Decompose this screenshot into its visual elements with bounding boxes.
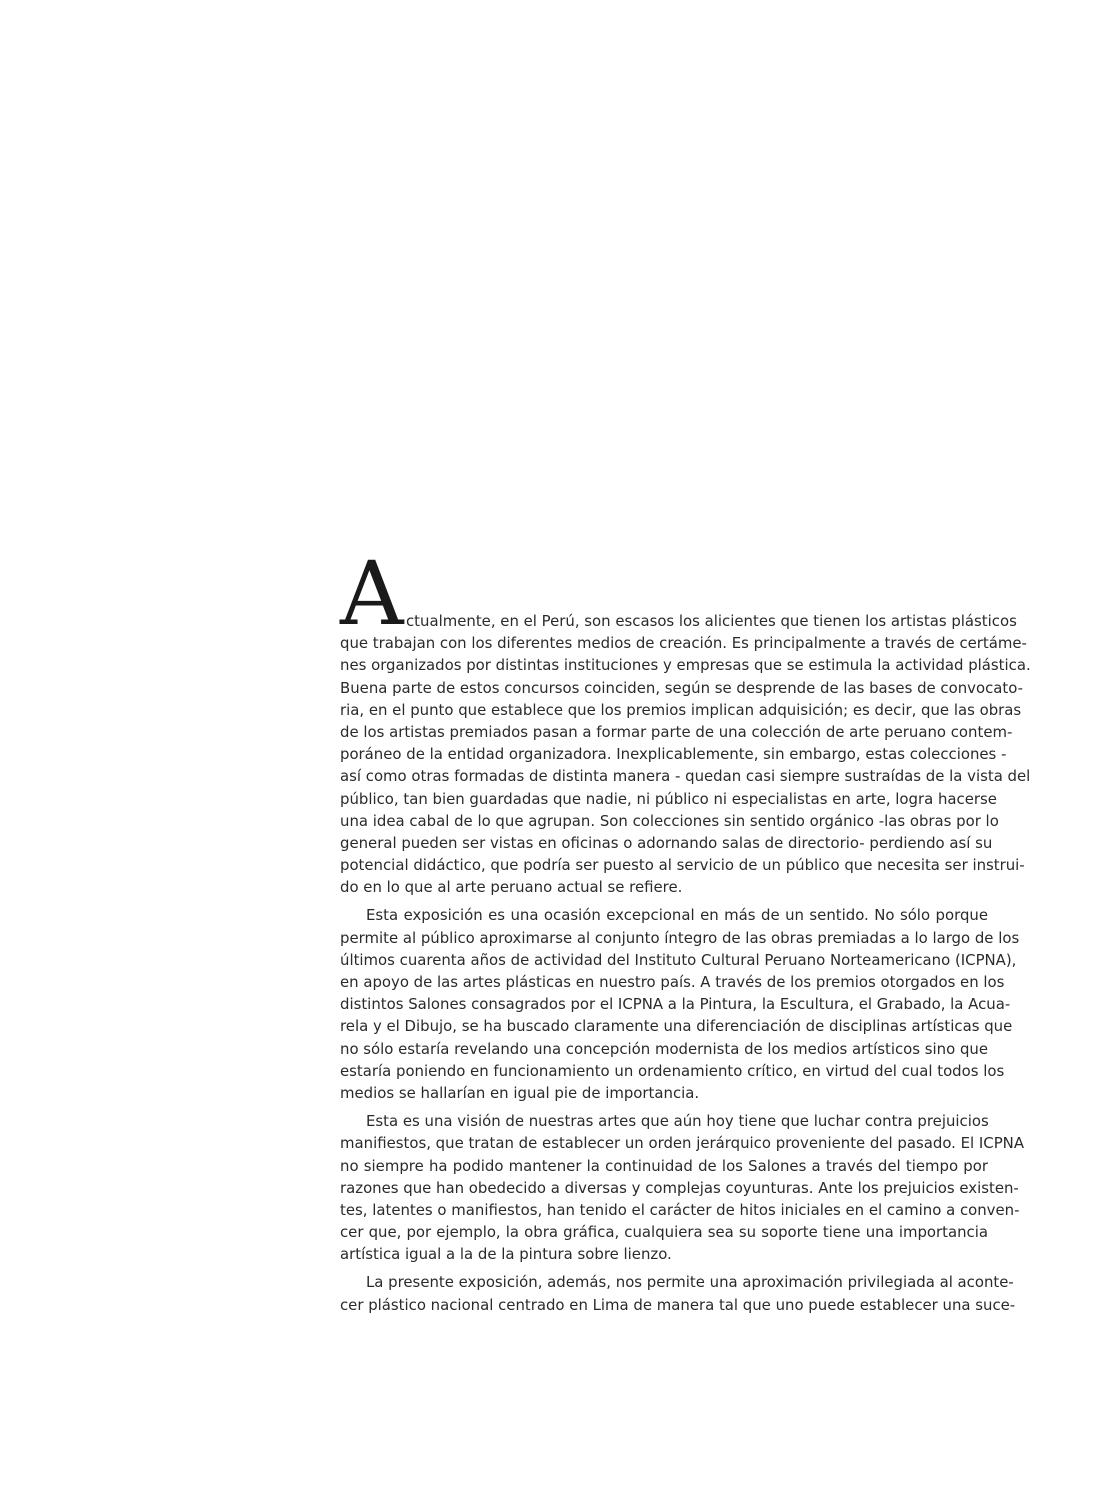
text-line: que trabajan con los diferentes medios de creación. Es principalmente a través de certáme-	[340, 634, 1027, 653]
text-line: no siempre ha podido mantener la continuidad de los Salones a través del tiempo por	[340, 1156, 988, 1175]
text-line: no sólo estaría revelando una concepción modernista de los medios artísticos sino que	[340, 1039, 988, 1058]
text-line: en apoyo de las artes plásticas en nuestro país. A través de los premios otorgados en los	[340, 973, 1005, 991]
text-line: de los artistas premiados pasan a formar parte de una colección de arte peruano contem-	[340, 722, 1013, 741]
text-line: una idea cabal de lo que agrupan. Son colecciones sin sentido orgánico -las obras por lo	[340, 811, 999, 830]
text-line: tes, latentes o manifiestos, han tenido el carácter de hitos iniciales en el camino a conven-	[340, 1200, 1020, 1219]
text-line: Buena parte de estos concursos coinciden, según se desprende de las bases de convocato-	[340, 678, 1023, 697]
text-line: nes organizados por distintas instituciones y empresas que se estimula la actividad plástica.	[340, 656, 1031, 675]
text-line: manifiestos, que tratan de establecer un orden jerárquico proveniente del pasado. El ICPNA	[340, 1134, 1025, 1153]
text-line: artística igual a la de la pintura sobre lienzo.	[340, 1245, 672, 1264]
text-line: público, tan bien guardadas que nadie, ni público ni especialistas en arte, logra hacerse	[340, 789, 997, 808]
drop-cap-letter: A	[340, 542, 404, 645]
paragraph	[340, 1110, 1025, 1265]
text-line: poráneo de la entidad organizadora. Inexplicablemente, sin embargo, estas colecciones -	[340, 745, 1007, 764]
text-line: La presente exposición, además, nos permite una aproximación privilegiada al aconte-	[366, 1273, 1014, 1292]
text-line: estaría poniendo en funcionamiento un ordenamiento crítico, en virtud del cual todos los	[340, 1061, 1005, 1080]
text-line: permite al público aproximarse al conjunto íntegro de las obras premiadas a lo largo de los	[340, 928, 1020, 947]
text-line: rela y el Dibujo, se ha buscado claramente una diferenciación de disciplinas artísticas que	[340, 1017, 1013, 1036]
text-line: do en lo que al arte peruano actual se refiere.	[340, 878, 683, 897]
text-line: general pueden ser vistas en oficinas o adornando salas de directorio- perdiendo así su	[340, 833, 993, 852]
text-line: distintos Salones consagrados por el ICPNA a la Pintura, la Escultura, el Grabado, la Acua-	[340, 995, 1011, 1014]
text-line: medios se hallarían en igual pie de importancia.	[340, 1083, 700, 1102]
text-line: ria, en el punto que establece que los premios implican adquisición; es decir, que las obras	[340, 700, 1022, 719]
paragraph-container	[340, 610, 1031, 1316]
text-line: así como otras formadas de distinta manera - quedan casi siempre sustraídas de la vista del	[340, 767, 1031, 786]
text-line: Esta es una visión de nuestras artes que aún hoy tiene que luchar contra prejuicios	[366, 1112, 989, 1131]
text-line: cer que, por ejemplo, la obra gráfica, cualquiera sea su soporte tiene una importancia	[340, 1223, 988, 1242]
text-line: últimos cuarenta años de actividad del Instituto Cultural Peruano Norteamericano (ICPNA),	[340, 950, 1017, 969]
paragraph	[340, 610, 1031, 898]
text-line: ctualmente, en el Perú, son escasos los alicientes que tienen los artistas plásticos	[406, 612, 1017, 630]
text-line: Esta exposición es una ocasión excepcional en más de un sentido. No sólo porque	[366, 906, 988, 925]
article-body	[340, 542, 1031, 1316]
text-line: razones que han obedecido a diversas y complejas coyunturas. Ante los prejuicios existen-	[340, 1178, 1019, 1197]
paragraph	[340, 904, 1020, 1104]
text-line: potencial didáctico, que podría ser puesto al servicio de un público que necesita ser instrui-	[340, 856, 1025, 875]
paragraph	[340, 1271, 1016, 1315]
text-line: cer plástico nacional centrado en Lima de manera tal que uno puede establecer una suce-	[340, 1295, 1016, 1314]
